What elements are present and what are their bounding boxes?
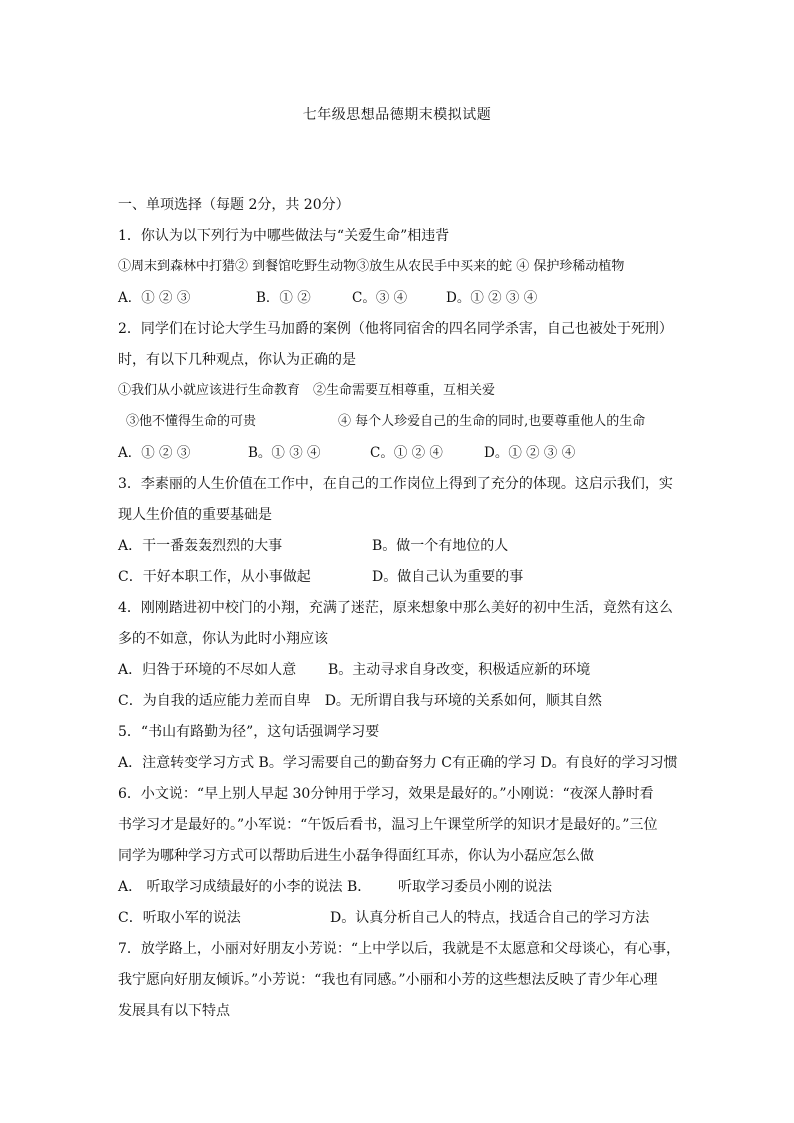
option-d: D。认真分析自己人的特点，找适合自己的学习方法 (330, 910, 650, 926)
option-d: D。做自己认为重要的事 (372, 569, 524, 585)
question-1-stem: 1．你认为以下列行为中哪些做法与“关爱生命”相违背 (118, 228, 450, 244)
question-1-options (118, 287, 678, 318)
statement-4: ④ 每个人珍爱自己的生命的同时,也要尊重他人的生命 (338, 414, 646, 429)
option-a: A．归咎于环境的不尽如人意 (118, 662, 297, 678)
page-title: 七年级思想品德期末模拟试题 (302, 107, 492, 123)
question-3-stem-cont: 现人生价值的重要基础是 (118, 507, 272, 523)
question-2-stem-cont: 时，有以下几种观点，你认为正确的是 (118, 352, 356, 368)
question-7-stem-cont-1: 我宁愿向好朋友倾诉。”小芳说：“我也有同感。”小丽和小芳的这些想法反映了青少年心理 (118, 972, 658, 988)
question-6-stem-cont-1: 书学习才是最好的。”小军说：“午饭后看书，温习上午课堂所学的知识才是最好的。”三位 (118, 817, 658, 833)
option-a: A．干一番轰轰烈烈的大事 (118, 538, 283, 554)
option-b: B．① ② (256, 290, 311, 306)
question-2-statements: ①我们从小就应该进行生命教育 ②生命需要互相尊重，互相关爱 (118, 383, 496, 398)
question-1-statements: ①周末到森林中打猎② 到餐馆吃野生动物③放生从农民手中买来的蛇 ④ 保护珍稀动植物 (118, 259, 625, 274)
option-b: B。主动寻求自身改变，积极适应新的环境 (328, 662, 591, 678)
statement-3: ③他不懂得生命的可贵 (126, 414, 257, 429)
question-4-stem: 4．刚刚踏进初中校门的小翔，充满了迷茫，原来想象中那么美好的初中生活，竟然有这么 (118, 600, 673, 616)
option-b: B。做一个有地位的人 (372, 538, 509, 554)
option-b: 听取学习委员小刚的说法 (398, 879, 552, 895)
question-4-options-ab (118, 659, 678, 690)
section-heading: 一、单项选择（每题 2分，共 20分） (118, 197, 350, 213)
question-7-stem-cont-2: 发展具有以下特点 (118, 1003, 230, 1019)
question-3-stem: 3．李素丽的人生价值在工作中，在自己的工作岗位上得到了充分的体现。这启示我们，实 (118, 476, 673, 492)
option-c: C．干好本职工作，从小事做起 (118, 569, 311, 585)
question-6-options-ab (118, 876, 678, 907)
option-a: A．① ② ③ (118, 290, 191, 306)
question-2-options (118, 442, 678, 473)
option-d: D。① ② ③ ④ (484, 445, 576, 461)
question-6-stem-cont-2: 同学为哪种学习方式可以帮助后进生小磊争得面红耳赤，你认为小磊应怎么做 (118, 848, 594, 864)
question-5-stem: 5．“书山有路勤为径”，这句话强调学习要 (118, 724, 380, 740)
question-4-options-cd: C．为自我的适应能力差而自卑 D。无所谓自我与环境的关系如何，顺其自然 (118, 693, 602, 709)
option-a: A． 听取学习成绩最好的小李的说法 B． (118, 879, 372, 895)
question-4-stem-cont: 多的不如意，你认为此时小翔应该 (118, 631, 328, 647)
option-c: C。③ ④ (352, 290, 408, 306)
option-d: D。① ② ③ ④ (446, 290, 538, 306)
question-6-options-cd (118, 907, 678, 938)
option-c: C。① ② ④ (370, 445, 443, 461)
question-2-statements-cont (118, 411, 678, 442)
question-3-options-ab (118, 535, 678, 566)
question-3-options-cd (118, 566, 678, 597)
option-c: C．听取小军的说法 (118, 910, 241, 926)
option-b: B。① ③ ④ (248, 445, 321, 461)
question-body (118, 194, 681, 1031)
question-2-stem: 2．同学们在讨论大学生马加爵的案例（他将同宿舍的四名同学杀害，自己也被处于死刑） (118, 321, 673, 337)
question-7-stem: 7．放学路上，小丽对好朋友小芳说：“上中学以后，我就是不太愿意和父母谈心，有心事， (118, 941, 681, 957)
option-a: A．① ② ③ (118, 445, 191, 461)
question-5-options: A．注意转变学习方式 B。学习需要自己的勤奋努力 C有正确的学习 D。有良好的学习习惯 (118, 755, 678, 771)
question-6-stem: 6．小文说：“早上别人早起 30分钟用于学习，效果是最好的。”小刚说：“夜深人静时看 (118, 786, 654, 802)
